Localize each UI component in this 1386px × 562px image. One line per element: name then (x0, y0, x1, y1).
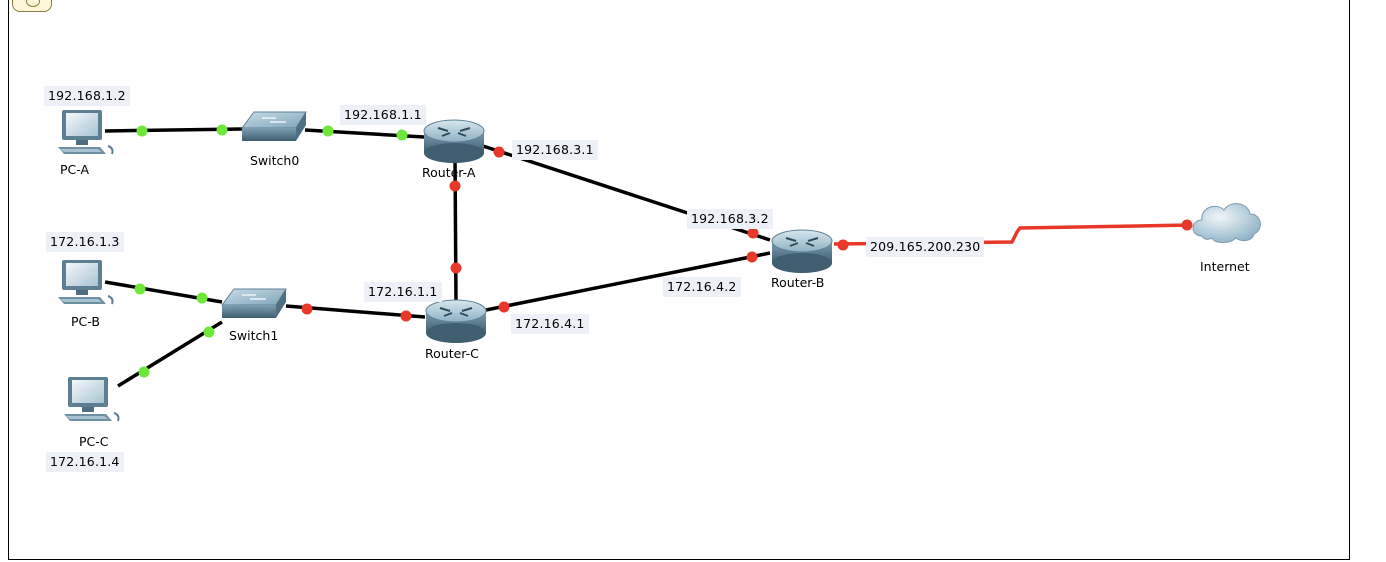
ip-label-router-b-to-c: 172.16.4.2 (663, 277, 741, 297)
ip-label-router-b-isp: 209.165.200.230 (866, 237, 984, 257)
status-dot-up (135, 284, 146, 295)
device-label-router-c: Router-C (425, 346, 479, 361)
cloud-icon[interactable] (1193, 204, 1260, 243)
device-label-pc-b: PC-B (71, 314, 100, 329)
device-label-router-b: Router-B (771, 275, 825, 290)
status-dot-down (302, 304, 313, 315)
status-dot-down (838, 240, 849, 251)
status-dot-down (1182, 220, 1193, 231)
device-label-switch1: Switch1 (229, 328, 279, 343)
status-dot-down (748, 228, 759, 239)
status-dot-up (137, 126, 148, 137)
status-dot-down (401, 311, 412, 322)
device-label-pc-c: PC-C (79, 434, 109, 449)
status-dot-down (747, 252, 758, 263)
ip-label-pc-a: 192.168.1.2 (44, 86, 130, 106)
device-label-internet: Internet (1200, 259, 1250, 274)
device-label-switch0: Switch0 (250, 153, 300, 168)
status-dot-up (397, 130, 408, 141)
switch-icon[interactable] (222, 289, 286, 318)
status-dot-up (323, 126, 334, 137)
ip-label-pc-b: 172.16.1.3 (46, 232, 124, 252)
ip-label-router-c-wan: 172.16.4.1 (511, 314, 589, 334)
ip-label-router-a-lan: 192.168.1.1 (340, 105, 426, 125)
status-dot-down (451, 263, 462, 274)
pc-icon[interactable] (58, 260, 113, 304)
status-dot-up (197, 293, 208, 304)
ip-label-router-c-lan: 172.16.1.1 (364, 282, 442, 302)
switch-icon[interactable] (242, 112, 306, 141)
status-dot-up (204, 327, 215, 338)
ip-label-router-b-to-a: 192.168.3.2 (687, 209, 773, 229)
router-icon[interactable] (772, 230, 832, 273)
status-dot-up (139, 367, 150, 378)
ip-label-router-a-wan: 192.168.3.1 (512, 140, 598, 160)
router-icon[interactable] (424, 120, 484, 163)
pc-icon[interactable] (64, 377, 119, 421)
pc-icon[interactable] (58, 110, 113, 154)
status-dot-down (494, 147, 505, 158)
ip-label-pc-c: 172.16.1.4 (46, 452, 124, 472)
status-dot-down (450, 181, 461, 192)
device-label-router-a: Router-A (422, 165, 476, 180)
router-icon[interactable] (426, 300, 486, 343)
device-label-pc-a: PC-A (60, 162, 90, 177)
status-dot-down (499, 302, 510, 313)
status-dot-up (217, 125, 228, 136)
